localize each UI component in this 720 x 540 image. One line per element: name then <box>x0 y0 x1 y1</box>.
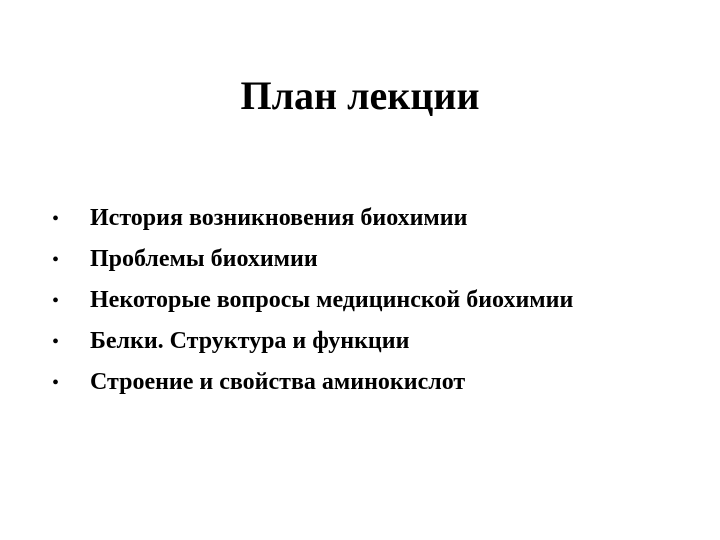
bullet-icon: • <box>52 208 60 230</box>
list-item-text: Проблемы биохимии <box>90 246 318 272</box>
bullet-icon: • <box>52 249 60 271</box>
list-item <box>52 362 573 403</box>
bullet-list <box>52 198 573 403</box>
list-item-text: Белки. Структура и функции <box>90 328 410 354</box>
list-item <box>52 198 573 239</box>
list-item <box>52 321 573 362</box>
list-item <box>52 280 573 321</box>
list-item-text: Некоторые вопросы медицинской биохимии <box>90 287 574 313</box>
list-item-text: Строение и свойства аминокислот <box>90 369 466 395</box>
slide-title: План лекции <box>240 73 480 118</box>
bullet-icon: • <box>52 331 60 353</box>
list-item <box>52 239 573 280</box>
bullet-icon: • <box>52 372 60 394</box>
list-item-text: История возникновения биохимии <box>90 205 468 231</box>
bullet-icon: • <box>52 290 60 312</box>
